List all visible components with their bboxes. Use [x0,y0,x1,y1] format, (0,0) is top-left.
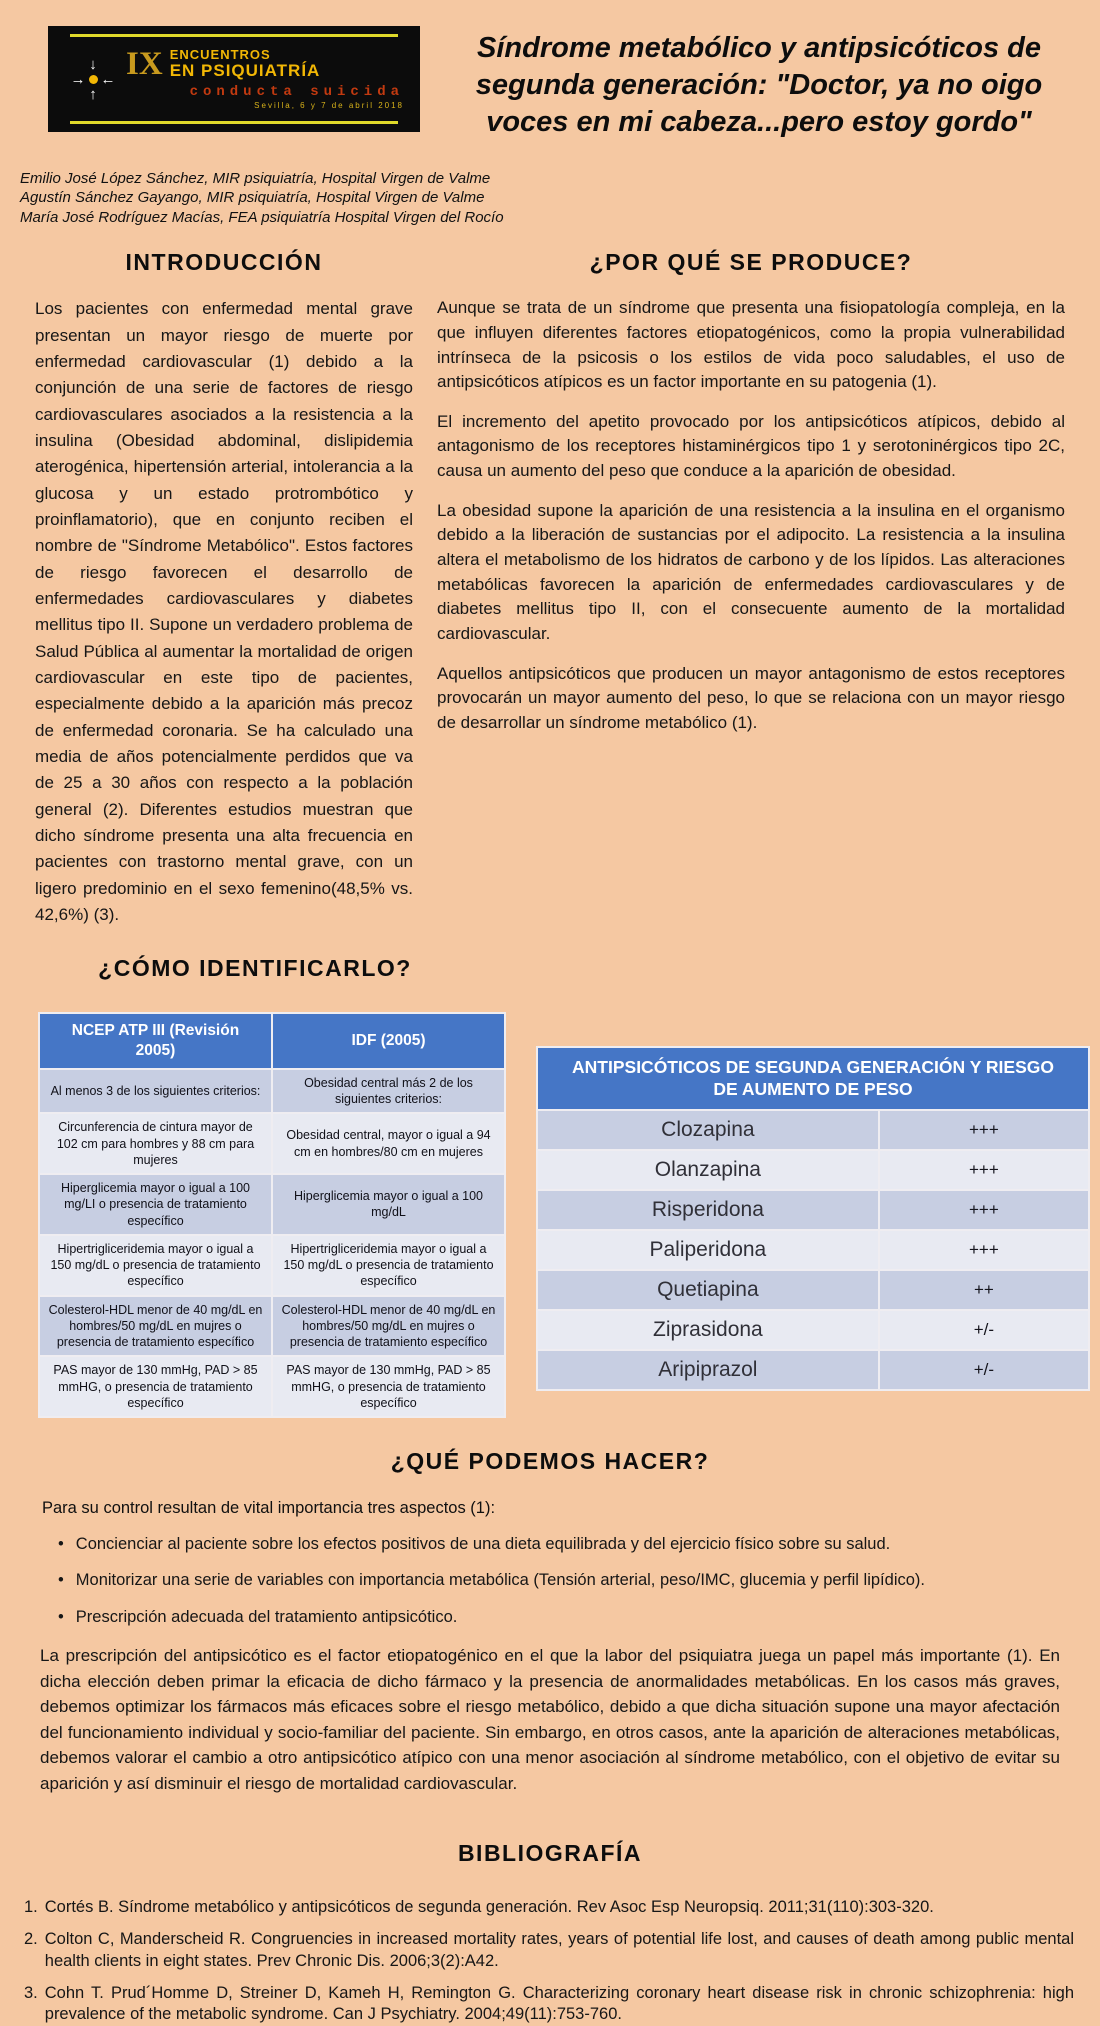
list-item [24,1929,1074,1973]
poster-title: Síndrome metabólico y antipsicóticos de segunda generación: "Doctor, ya no oigo voces en mi cabeza...pero estoy gordo" [475,32,1043,139]
drug-risk: +++ [880,1111,1088,1149]
criteria-cell: PAS mayor de 130 mmHg, PAD > 85 mmHG, o presencia de tratamiento específico [40,1357,271,1416]
table-row [538,1151,1088,1189]
list-item [24,1983,1074,2026]
reference-number: 1. [24,1898,38,1917]
bullet-icon: • [58,1571,64,1590]
criteria-cell: Hipertrigliceridemia mayor o igual a 150 mg/dL o presencia de tratamiento específico [40,1236,271,1295]
table-row [538,1231,1088,1269]
drug-name: Risperidona [538,1191,878,1229]
reference-list [24,1897,1074,2026]
introduction-section [35,239,413,928]
action-bullet-list [58,1534,1058,1628]
arrow-down-icon: ↓ [89,55,97,73]
drug-table-title: ANTIPSICÓTICOS DE SEGUNDA GENERACIÓN Y RIESGO DE AUMENTO DE PESO [538,1048,1088,1110]
table-row [40,1236,504,1295]
table-row [538,1271,1088,1309]
reference-number: 2. [24,1930,38,1949]
author-line: Agustín Sánchez Gayango, MIR psiquiatría, Hospital Virgen de Valme [20,189,485,207]
drug-name: Clozapina [538,1111,878,1149]
drug-risk: +++ [880,1231,1088,1269]
author-line: Emilio José López Sánchez, MIR psiquiatría, Hospital Virgen de Valme [20,169,491,187]
why-section [437,239,1065,928]
table-row [538,1351,1088,1389]
criteria-header-idf: IDF (2005) [273,1014,504,1068]
criteria-cell: Al menos 3 de los siguientes criterios: [40,1070,271,1113]
reference-number: 3. [24,1983,38,2002]
drug-name: Olanzapina [538,1151,878,1189]
antipsychotics-risk-table [536,1046,1090,1392]
logo-main [64,37,404,121]
action-heading: ¿QUÉ PODEMOS HACER? [390,1448,710,1475]
table-row [538,1311,1088,1349]
drug-name: Aripiprazol [538,1351,878,1389]
list-item [58,1534,1058,1555]
criteria-cell: Obesidad central más 2 de los siguientes criterios: [273,1070,504,1113]
why-paragraph: El incremento del apetito provocado por los antipsicóticos atípicos, debido al antagonismo de los receptores histaminérgicos tipo 1 y serotoninérgicos tipo 2C, causa un aumento del peso que conduce a la aparición de obesidad. [437,411,1065,481]
criteria-cell: Hipertrigliceridemia mayor o igual a 150 mg/dL o presencia de tratamiento específico [273,1236,504,1295]
criteria-cell: PAS mayor de 130 mmHg, PAD > 85 mmHG, o presencia de tratamiento específico [273,1357,504,1416]
introduction-heading: INTRODUCCIÓN [125,249,323,276]
table-row [538,1191,1088,1229]
action-section [0,1448,1100,1475]
table-row [40,1297,504,1356]
why-paragraph: Aunque se trata de un síndrome que presenta una fisiopatología compleja, en la que influyen diferentes factores etiopatogénicos, como la propia vulnerabilidad intrínseca de la psicosis o los estilos de vida poco saludables, el uso de antipsicóticos atípicos es un factor importante en su patogenia (1). [437,298,1065,392]
action-lead: Para su control resultan de vital importancia tres aspectos (1): [42,1499,496,1518]
criteria-header-ncep: NCEP ATP III (Revisión 2005) [40,1014,271,1068]
logo-subtitle: conducta suicida [189,83,404,100]
logo-roman-numeral: IX [126,45,163,82]
reference-text: Cohn T. Prud´Homme D, Streiner D, Kameh H, Remington G. Characterizing coronary heart disease risk in chronic schizophrenia: high prevalence of the metabolic syndrome. Can J Psychiatry. 2004;49(11):753-760. [44,1983,1074,2024]
drug-risk: +++ [880,1191,1088,1229]
table-row [538,1111,1088,1149]
bullet-icon: • [58,1535,64,1554]
reference-text: Cortés B. Síndrome metabólico y antipsicóticos de segunda generación. Rev Asoc Esp Neuropsiq. 2011;31(110):303-320. [44,1898,934,1917]
drug-risk: +++ [880,1151,1088,1189]
crosshair-target-icon [64,57,122,102]
drug-risk: +/- [880,1311,1088,1349]
bibliography-heading: BIBLIOGRAFÍA [457,1840,643,1867]
logo-event-info: Sevilla, 6 y 7 de abril 2018 [254,100,404,110]
conference-logo [48,26,420,132]
logo-text-block [122,45,404,110]
why-paragraph: La obesidad supone la aparición de una resistencia a la insulina en el organismo debido a la liberación de sustancias por el adipocito. La resistencia a la insulina altera el metabolismo de los hidratos de carbono y de los lípidos. Las alteraciones metabólicas favorecen la aparición de enfermedades cardiovasculares y de diabetes mellitus tipo II, con el consecuente aumento de la mortalidad cardiovascular. [437,500,1065,643]
criteria-header-row [40,1014,504,1068]
introduction-paragraph: Los pacientes con enfermedad mental grave presentan un mayor riesgo de muerte por enfermedad cardiovascular (1) debido a la conjunción de una serie de factores de riesgo cardiovasculares asociados a la resistencia a la insulina (Obesidad abdominal, dislipidemia aterogénica, hipertensión arterial, intolerancia a la glucosa y un estado protrombótico y proinflamatorio), que en conjunto reciben el nombre de "Síndrome Metabólico". Estos factores de riesgo favorecen el desarrollo de enfermedades cardiovasculares y diabetes mellitus tipo II. Supone un verdadero problema de Salud Pública al aumentar la mortalidad de origen cardiovascular en este tipo de pacientes, especialmente debido a la aparición más precoz de enfermedad coronaria. Se ha calculado una media de años potencialmente perdidos que va de 25 a 30 años con respecto a la población general (2). Diferentes estudios muestran que dicho síndrome presenta una alta frecuencia en pacientes con trastorno mental grave, con un ligero predominio en el sexo femenino(48,5% vs. 42,6%) (3). [35,299,413,925]
why-heading: ¿POR QUÉ SE PRODUCE? [589,249,913,276]
table-row [40,1070,504,1113]
header [0,0,1100,161]
identify-heading: ¿CÓMO IDENTIFICARLO? [98,954,412,981]
drug-name: Ziprasidona [538,1311,878,1349]
criteria-cell: Obesidad central, mayor o igual a 94 cm en hombres/80 cm en mujeres [273,1114,504,1173]
drug-risk: +/- [880,1351,1088,1389]
drug-name: Paliperidona [538,1231,878,1269]
list-item [58,1570,1058,1591]
logo-bottom-rule [70,121,398,124]
table-row [40,1114,504,1173]
action-paragraph: La prescripción del antipsicótico es el factor etiopatogénico en el que la labor del psiquiatra juega un papel más importante (1). En dicha elección deben primar la eficacia de dicho fármaco y la presencia de anormalidades metabólicas. En los casos más graves, debemos optimizar los fármacos más eficaces sobre el riesgo metabólico, debido a que dicha situación supone una mayor afectación del funcionamiento individual y socio-familiar del paciente. Sin embargo, en otros casos, ante la aparición de alteraciones metabólicas, debemos valorar el cambio a otro antipsicótico atípico con una menor asociación al síndrome metabólico, con el objetivo de evitar su aparición y así disminuir el riesgo de mortalidad cardiovascular. [40,1646,1060,1793]
criteria-cell: Colesterol-HDL menor de 40 mg/dL en hombres/50 mg/dL en mujres o presencia de tratamiento específico [40,1297,271,1356]
arrow-left-icon: ← [100,70,116,88]
target-dot-icon [89,75,98,84]
drug-risk: ++ [880,1271,1088,1309]
arrow-up-icon: ↑ [89,85,97,103]
logo-name-line2: EN PSIQUIATRÍA [169,61,321,81]
bullet-text: Monitorizar una serie de variables con importancia metabólica (Tensión arterial, peso/IMC, glucemia y perfil lipídico). [75,1571,925,1590]
reference-text: Colton C, Manderscheid R. Congruencies in increased mortality rates, years of potential life lost, and causes of death among public mental health clients in eight states. Prev Chronic Dis. 2006;3(2):A42. [44,1930,1074,1970]
why-paragraph: Aquellos antipsicóticos que producen un mayor antagonismo de estos receptores provocarán un mayor aumento del peso, lo que se relaciona con un mayor riesgo de desarrollar un síndrome metabólico (1). [437,663,1065,732]
authors-block [20,169,1100,228]
intro-why-columns [0,227,1100,928]
tables-row [0,1012,1100,1419]
bullet-icon: • [58,1607,64,1626]
bibliography-section [0,1840,1100,1867]
table-row [40,1357,504,1416]
author-line: María José Rodríguez Macías, FEA psiquiatría Hospital Virgen del Rocío [20,208,504,226]
criteria-table [38,1012,506,1419]
criteria-cell: Circunferencia de cintura mayor de 102 cm para hombres y 88 cm para mujeres [40,1114,271,1173]
identify-section [20,955,490,982]
list-item [24,1897,1074,1919]
list-item [58,1607,1058,1628]
drug-table-header-row [538,1048,1088,1110]
drug-name: Quetiapina [538,1271,878,1309]
criteria-cell: Hiperglicemia mayor o igual a 100 mg/dL [273,1175,504,1234]
bullet-text: Concienciar al paciente sobre los efectos positivos de una dieta equilibrada y del ejercicio físico sobre su salud. [75,1535,891,1554]
criteria-cell: Hiperglicemia mayor o igual a 100 mg/LI o presencia de tratamiento específico [40,1175,271,1234]
logo-name-line1: ENCUENTROS [169,47,271,62]
arrow-right-icon: → [70,70,86,88]
table-row [40,1175,504,1234]
bullet-text: Prescripción adecuada del tratamiento antipsicótico. [75,1607,458,1626]
criteria-cell: Colesterol-HDL menor de 40 mg/dL en hombres/50 mg/dL en mujres o presencia de tratamiento específico [273,1297,504,1356]
